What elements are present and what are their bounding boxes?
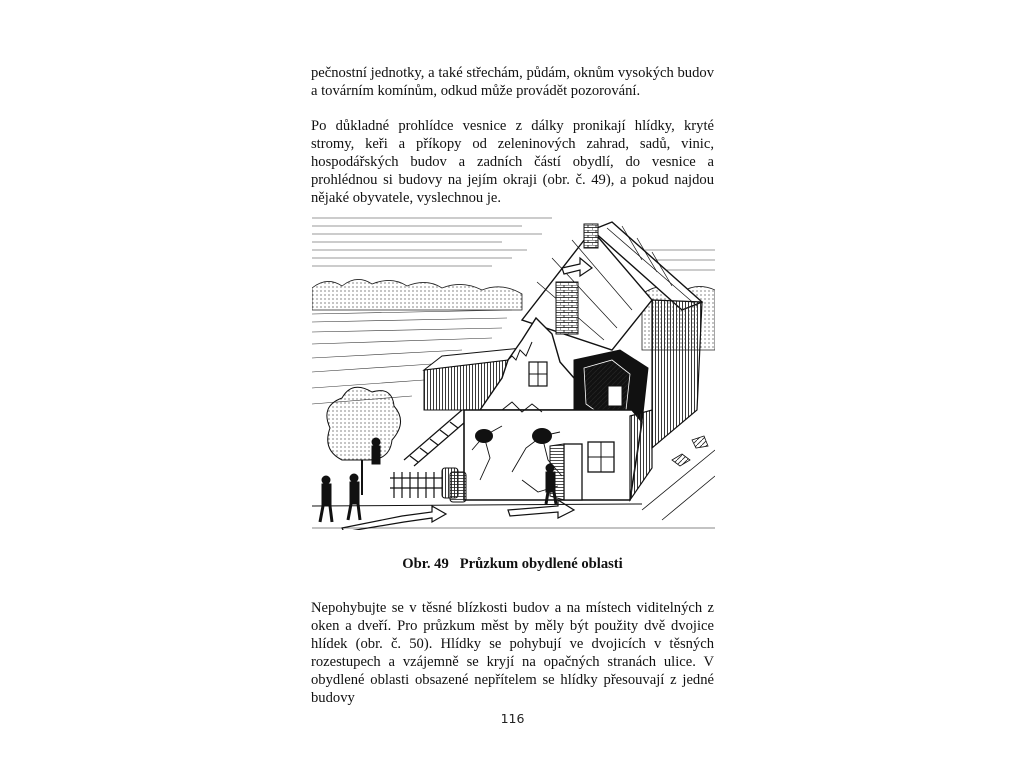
- page-number: 116: [500, 711, 525, 726]
- barrels: [442, 468, 466, 502]
- fence: [390, 472, 442, 498]
- figure-illustration: [312, 210, 715, 530]
- paragraph-2: Po důkladné prohlídce vesnice z dálky pronikají hlídky, kryté stromy, keři a příkopy od zeleninových zahrad, sadů, vinic, hospodářských budov a zadních částí obydlí, do vesnice a prohlédnou si budovy na jejím okraji (obr. č. 49), a pokud najdou nějaké obyvatele, vyslechnou je.: [311, 118, 714, 206]
- village-reconnaissance-drawing: [312, 210, 715, 530]
- road-rubble: [642, 436, 715, 520]
- paragraph-1: pečnostní jednotky, a také střechám, půdám, oknům vysokých budov a továrním komínům, odkud může provádět pozorování.: [311, 65, 714, 99]
- paragraph-3: Nepohybujte se v těsné blízkosti budov a na místech viditelných z oken a dveří. Pro průzkum měst by měly být použity dvě dvojice hlídek (obr. č. 50). Hlídky se pohybují ve dvojicích v těsných rozestupech a vzájemně se kryjí na opačných stranách ulice. V obydlené oblasti obsazené nepřítelem se hlídky přesouvají z jedné budovy: [311, 600, 714, 706]
- figure-caption: Obr. 49 Průzkum obydlené oblasti: [402, 556, 623, 572]
- ladder: [404, 410, 472, 466]
